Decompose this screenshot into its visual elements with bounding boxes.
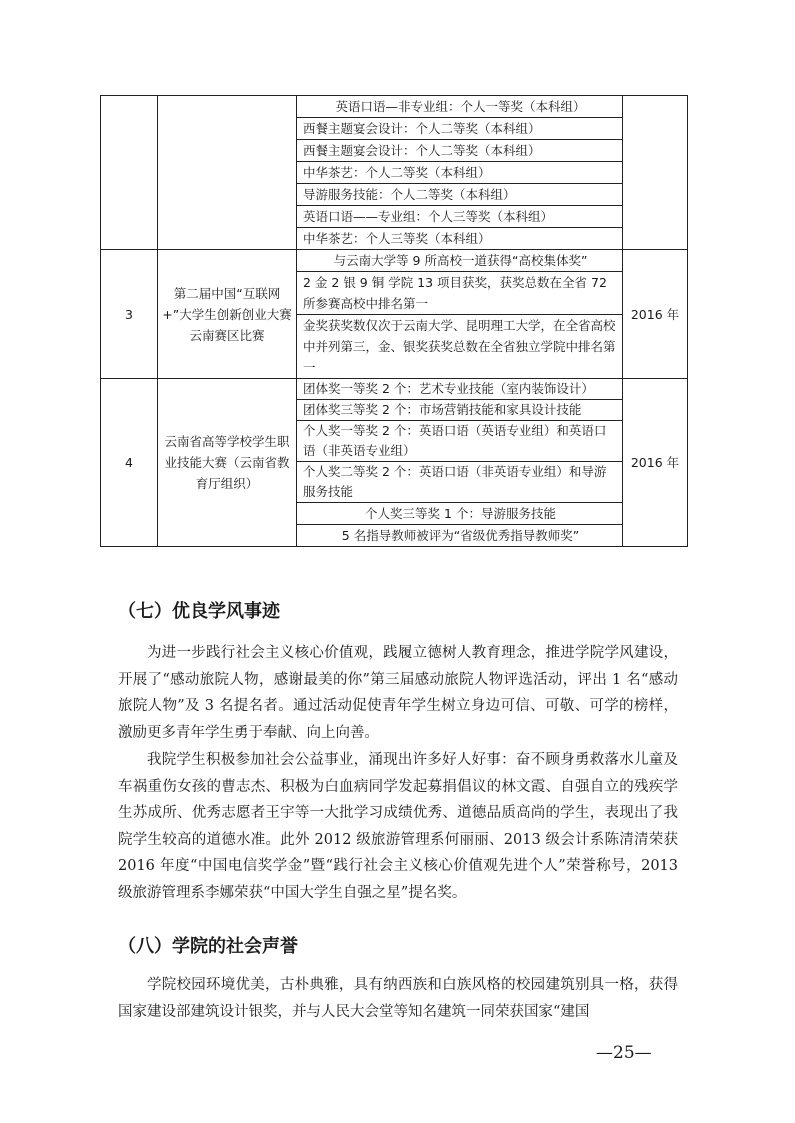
- section-heading: （七）优良学风事迹: [118, 601, 280, 622]
- award-item: 西餐主题宴会设计：个人二等奖（本科组）: [297, 118, 623, 140]
- award-item: 英语口语—非专业组：个人一等奖（本科组）: [297, 96, 623, 118]
- table-row: [101, 250, 688, 272]
- table-row: [101, 379, 688, 400]
- award-item: 金奖获奖数仅次于云南大学、昆明理工大学，在全省高校中并列第三，金、银奖获奖总数在全省独立学院中排名第一: [297, 315, 623, 379]
- competition-name-cell: 第二届中国“互联网+”大学生创新创业大赛云南赛区比赛: [158, 250, 297, 379]
- row-number-cell: 4: [101, 379, 158, 547]
- paragraph: 我院学生积极参加社会公益事业，涌现出许多好人好事：奋不顾身勇救落水儿童及车祸重伤女孩的曹志杰、积极为白血病同学发起募捐倡议的林文霞、自强自立的残疾学生苏成所、优秀志愿者王宇等一大批学习成绩优秀、道德品质高尚的学生，表现出了我院学生较高的道德水准。此外 2012 级旅游管理系何丽丽、2013 级会计系陈清清荣获 2016 年度“中国电信奖学金”暨“践行社会主义核心价值观先进个人”荣誉称号，2013 级旅游管理系李娜荣获“中国大学生自强之星”提名奖。: [118, 752, 678, 901]
- award-item: 英语口语——专业组：个人三等奖（本科组）: [297, 206, 623, 228]
- award-item: 个人奖三等奖 1 个：导游服务技能: [297, 503, 623, 525]
- section-heading: （八）学院的社会声誉: [118, 936, 298, 957]
- award-item: 团体奖一等奖 2 个：艺术专业技能（室内装饰设计）: [297, 379, 623, 400]
- paragraph: 为进一步践行社会主义核心价值观，践履立德树人教育理念，推进学院学风建设，开展了“感动旅院人物，感谢最美的你”第三届感动旅院人物评选活动，评出 1 名“感动旅院人物”及 3 名提名者。通过活动促使青年学生树立身边可信、可敬、可学的榜样，激励更多青年学生勇于奉献、向上向善。: [118, 645, 678, 741]
- table-row: [101, 96, 688, 118]
- year-cell: 2016 年: [623, 379, 688, 547]
- award-item: 2 金 2 银 9 铜 学院 13 项目获奖，获奖总数在全省 72 所参赛高校中排名第一: [297, 272, 623, 315]
- award-item: 与云南大学等 9 所高校一道获得“高校集体奖”: [297, 250, 623, 272]
- award-item: 中华茶艺：个人二等奖（本科组）: [297, 162, 623, 184]
- award-item: 5 名指导教师被评为“省级优秀指导教师奖”: [297, 525, 623, 547]
- competition-name-cell: [158, 96, 297, 250]
- award-item: 个人奖一等奖 2 个：英语口语（英语专业组）和英语口语（非英语专业组）: [297, 421, 623, 462]
- page-number: —25—: [596, 1043, 652, 1063]
- award-item: 个人奖二等奖 2 个：英语口语（非英语专业组）和导游服务技能: [297, 462, 623, 503]
- year-cell: 2016 年: [623, 250, 688, 379]
- award-item: 团体奖三等奖 2 个：市场营销技能和家具设计技能: [297, 400, 623, 421]
- award-item: 中华茶艺：个人三等奖（本科组）: [297, 228, 623, 250]
- award-item: 导游服务技能：个人二等奖（本科组）: [297, 184, 623, 206]
- competition-name-cell: 云南省高等学校学生职业技能大赛（云南省教育厅组织）: [158, 379, 297, 547]
- row-number-cell: [101, 96, 158, 250]
- row-number-cell: 3: [101, 250, 158, 379]
- award-item: 西餐主题宴会设计：个人二等奖（本科组）: [297, 140, 623, 162]
- year-cell: [623, 96, 688, 250]
- paragraph: 学院校园环境优美，古朴典雅，具有纳西族和白族风格的校园建筑别具一格，获得国家建设部建筑设计银奖，并与人民大会堂等知名建筑一同荣获国家“建国: [118, 977, 678, 1020]
- awards-table: [100, 95, 688, 547]
